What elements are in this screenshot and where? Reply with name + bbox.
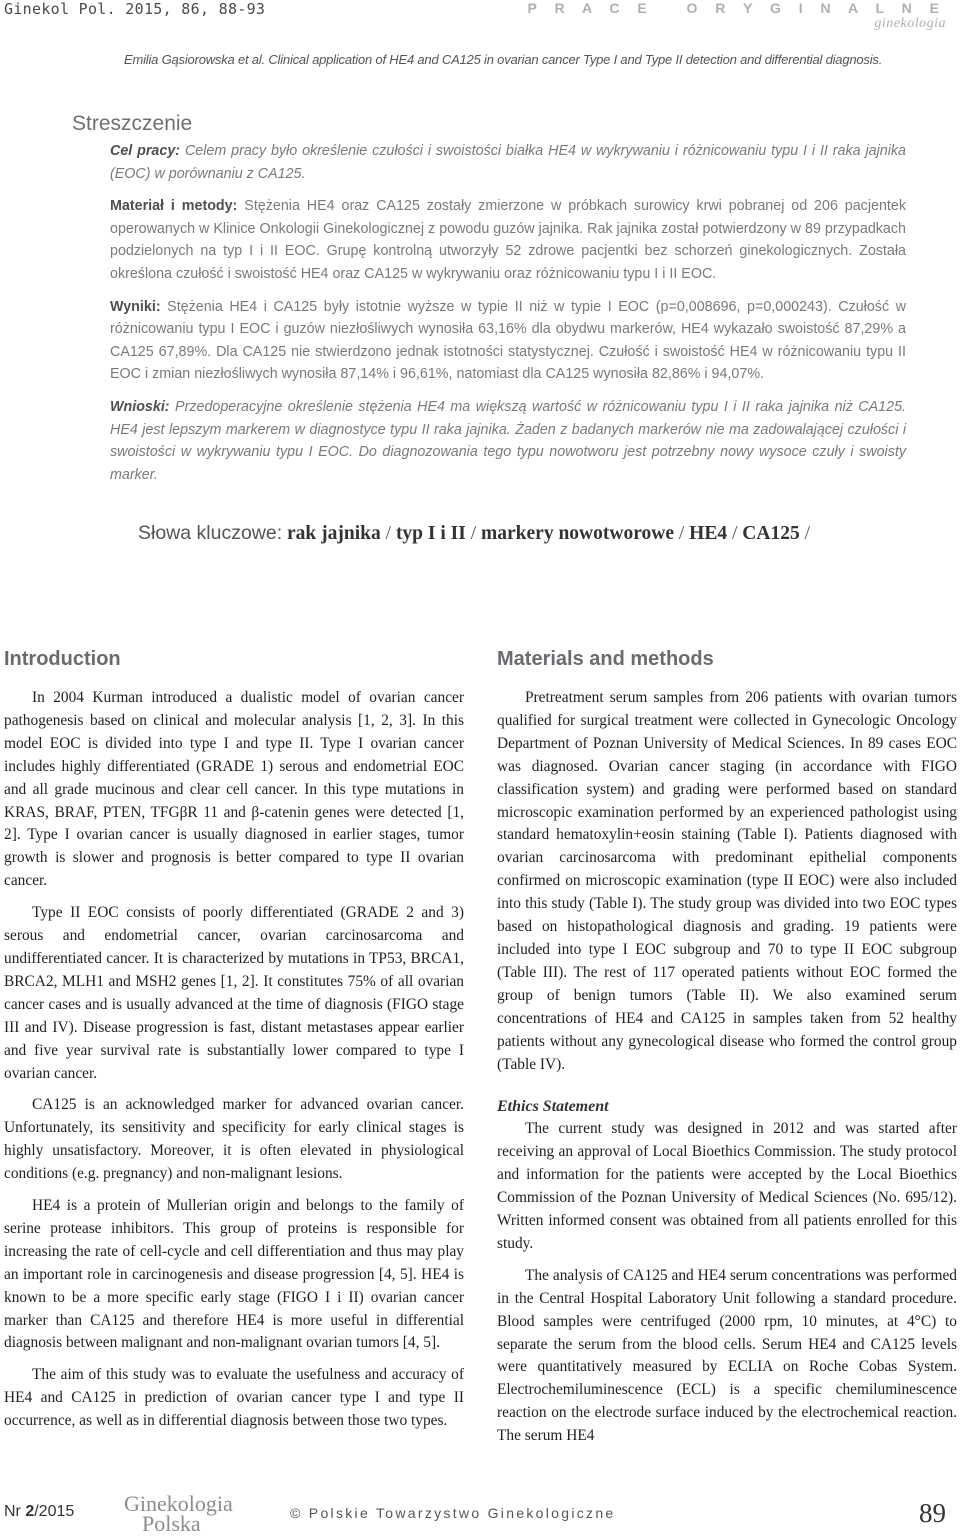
- keywords: [138, 522, 810, 545]
- results-label: Wyniki:: [110, 298, 161, 315]
- aim-text: Celem pracy było określenie czułości i swoistości białka HE4 w wykrywaniu i różnicowaniu typu I i II raka jajnika (EOC) w porównaniu z CA125.: [110, 143, 906, 182]
- keyword-separator: /: [385, 523, 392, 544]
- keyword-item: rak jajnika: [287, 523, 381, 544]
- ethics-heading: Ethics Statement: [497, 1098, 609, 1116]
- aim-label: Cel pracy:: [110, 143, 181, 159]
- logo-top-text: Ginekologia: [124, 1491, 233, 1516]
- keyword-separator: /: [470, 523, 477, 544]
- abstract-methods: [110, 195, 906, 285]
- results-text: Stężenia HE4 i CA125 były istotnie wyższe w typie II niż w typie I EOC (p=0,008696, p=0,000243). Czułość w różnicowaniu typu I EOC i guzów niezłośliwych wynosiła 63,16% dla obydwu markerów, HE4 wykazało swoistość 87,29% a CA125 67,89%. Dla CA125 nie stwierdzono jednak istotności statystycznej. Czułość i swoistość HE4 w różnicowaniu typu II EOC i zmian niezłośliwych wynosiła 87,14% i 96,61%, natomiast dla CA125 wynosiła 82,86% i 94,07%.: [110, 298, 906, 383]
- section-sublabel: ginekologia: [874, 16, 946, 31]
- methods-paragraph: The current study was designed in 2012 and was started after receiving an approval of Local Bioethics Commission. The study protocol and information for the patients were accepted by the Local Bioethics Commission of the Poznan University of Medical Sciences (No. 695/12). Written informed consent was obtained from all patients enrolled for this study.: [497, 1120, 957, 1252]
- abstract-results: [110, 296, 906, 386]
- abstract-conclusions: [110, 396, 906, 486]
- copyright-notice: © Polskie Towarzystwo Ginekologiczne: [290, 1505, 616, 1521]
- keyword-item: CA125: [742, 523, 800, 544]
- methods-column: [497, 648, 957, 1457]
- methods-paragraph: Pretreatment serum samples from 206 patients with ovarian tumors qualified for surgical treatment were collected in Gynecologic Oncology Department of Poznan University of Medical Sciences. In 89 cases EOC was diagnosed. Ovarian cancer staging (in accordance with FIGO classification system) and grading were performed based on standard microscopic examination performed by an experienced pathologist using standard hematoxylin+eosin staining (Table I). Patients diagnosed with ovarian carcinosarcoma with predominant epithelial components confirmed on microscopic examination (type II EOC) were also included into this study (Table I). The study group was divided into two EOC types based on histopathological diagnosis and grading. 19 patients were included into type I EOC subgroup and 70 to type II EOC subgroup (Table III). The rest of 117 operated patients without EOC formed the group of benign tumors (Table II). We also examined serum concentrations of HE4 and CA125 in samples taken from 52 healthy patients without any gynecological disease who formed the control group (Table IV).: [497, 689, 957, 1073]
- keyword-item: HE4: [689, 523, 728, 544]
- keywords-label: Słowa kluczowe:: [138, 522, 283, 544]
- methods-label: Materiał i metody:: [110, 198, 238, 215]
- conclusions-label: Wnioski:: [110, 398, 170, 415]
- introduction-paragraph: The aim of this study was to evaluate the usefulness and accuracy of HE4 and CA125 in prediction of ovarian cancer type I and type II occurrence, as well as in differential diagnosis between those two types.: [4, 1366, 464, 1430]
- methods-heading: Materials and methods: [497, 648, 714, 670]
- abstract-body: [110, 140, 906, 496]
- introduction-paragraph: CA125 is an acknowledged marker for advanced ovarian cancer. Unfortunately, its sensitivity and specificity for early clinical stages is highly unsatisfactory. Moreover, it is often elevated in physiological conditions (e.g. pregnancy) and non-malignant lesions.: [4, 1096, 464, 1183]
- keyword-item: typ I i II: [395, 523, 466, 544]
- methods-paragraph: The analysis of CA125 and HE4 serum concentrations was performed in the Central Hospital Laboratory Unit following a standard procedure. Blood samples were centrifuged (2000 rpm, 10 minutes, at 4°C) to separate the serum from the blood cells. Serum HE4 and CA125 levels were quantitatively measured by ECLIA on Roche Cobas System. Electrochemiluminescence (ECL) is a specific chemiluminescence reaction on the electrode surface induced by the electrochemical reaction. The serum HE4: [497, 1266, 957, 1445]
- abstract-aim: [110, 140, 906, 185]
- issue-num: 2: [25, 1503, 35, 1520]
- issue-number: [4, 1503, 74, 1521]
- introduction-paragraph: HE4 is a protein of Mullerian origin and belongs to the family of serine protease inhibitors. This group of proteins is responsible for increasing the rate of cell-cycle and cell differentiation and thus may play an important role in carcinogenesis and disease progression [4, 5]. HE4 is known to be a more specific early stage (FIGO I i II) ovarian cancer marker than CA125 and therefore HE4 is more useful in differential diagnosis between malignant and non-malignant ovarian tumors [4, 5].: [4, 1197, 464, 1352]
- conclusions-text: Przedoperacyjne określenie stężenia HE4 ma większą wartość w różnicowaniu typu I i II raka jajnika niż CA125. HE4 jest lepszym markerem w diagnostyce typu II raka jajnika. Żaden z badanych markerów nie ma zadowalającej czułości i swoistości w wykrywaniu typu I EOC. Do diagnozowania tego typu nowotworu jest potrzebny nowy wysoce czuły i swoisty marker.: [110, 398, 906, 483]
- running-citation: Emilia Gąsiorowska et al. Clinical application of HE4 and CA125 in ovarian cancer Type I and Type II detection and differential diagnosis.: [124, 52, 883, 67]
- keyword-separator: /: [804, 523, 810, 544]
- journal-citation: Ginekol Pol. 2015, 86, 88-93: [4, 0, 266, 18]
- issue-prefix: Nr: [4, 1503, 26, 1520]
- abstract-heading: Streszczenie: [72, 112, 193, 135]
- methods-text: Stężenia HE4 oraz CA125 zostały zmierzone w próbkach surowicy krwi pobranej od 206 pacjentek operowanych w Klinice Onkologii Ginekologicznej z powodu guzów jajnika. Rak jajnika został potwierdzony w 89 przypadkach podzielonych na typ I i II EOC. Grupę kontrolną utworzyły 52 zdrowe pacjentki bez schorzeń ginekologicznych. Została określona czułość i swoistość HE4 oraz CA125 w wykrywaniu oraz różnicowaniu typu I i II EOC.: [110, 198, 906, 282]
- issue-year: /2015: [34, 1503, 75, 1520]
- page-number: 89: [919, 1498, 946, 1528]
- keyword-item: markery nowotworowe: [481, 523, 674, 544]
- logo-bottom-text: Polska: [142, 1511, 201, 1536]
- journal-logo: [124, 1491, 233, 1536]
- section-label: P R A C E O R Y G I N A L N E: [527, 0, 946, 16]
- introduction-paragraph: In 2004 Kurman introduced a dualistic model of ovarian cancer pathogenesis based on clinical and molecular analysis [1, 2, 3]. In this model EOC is divided into type I and type II. Type I ovarian cancer includes highly differentiated (GRADE 1) serous and endometrial EOC and all grade mucinous and clear cell cancer. In this type mutations in KRAS, BRAF, PTEN, TFGβR 11 and β-catenin genes were detected [1, 2]. Type I ovarian cancer is usually diagnosed in earlier stages, tumor growth is slower and prognosis is better compared to type II ovarian cancer.: [4, 689, 464, 890]
- introduction-paragraph: Type II EOC consists of poorly differentiated (GRADE 2 and 3) serous and endometrial cancer, ovarian carcinosarcoma and undifferentiated cancer. It is characterized by mutations in TP53, BRCA1, BRCA2, MLH1 and MSH2 genes [1, 2]. It constitutes 75% of all ovarian cancer cases and is usually advanced at the time of diagnosis (FIGO stage III and IV). Disease progression is fast, distant metastases appear earlier and five year survival rate is substantially lower compared to type I ovarian cancer.: [4, 904, 464, 1082]
- keyword-separator: /: [678, 523, 685, 544]
- keyword-separator: /: [731, 523, 738, 544]
- introduction-column: [4, 648, 464, 1442]
- introduction-heading: Introduction: [4, 648, 121, 670]
